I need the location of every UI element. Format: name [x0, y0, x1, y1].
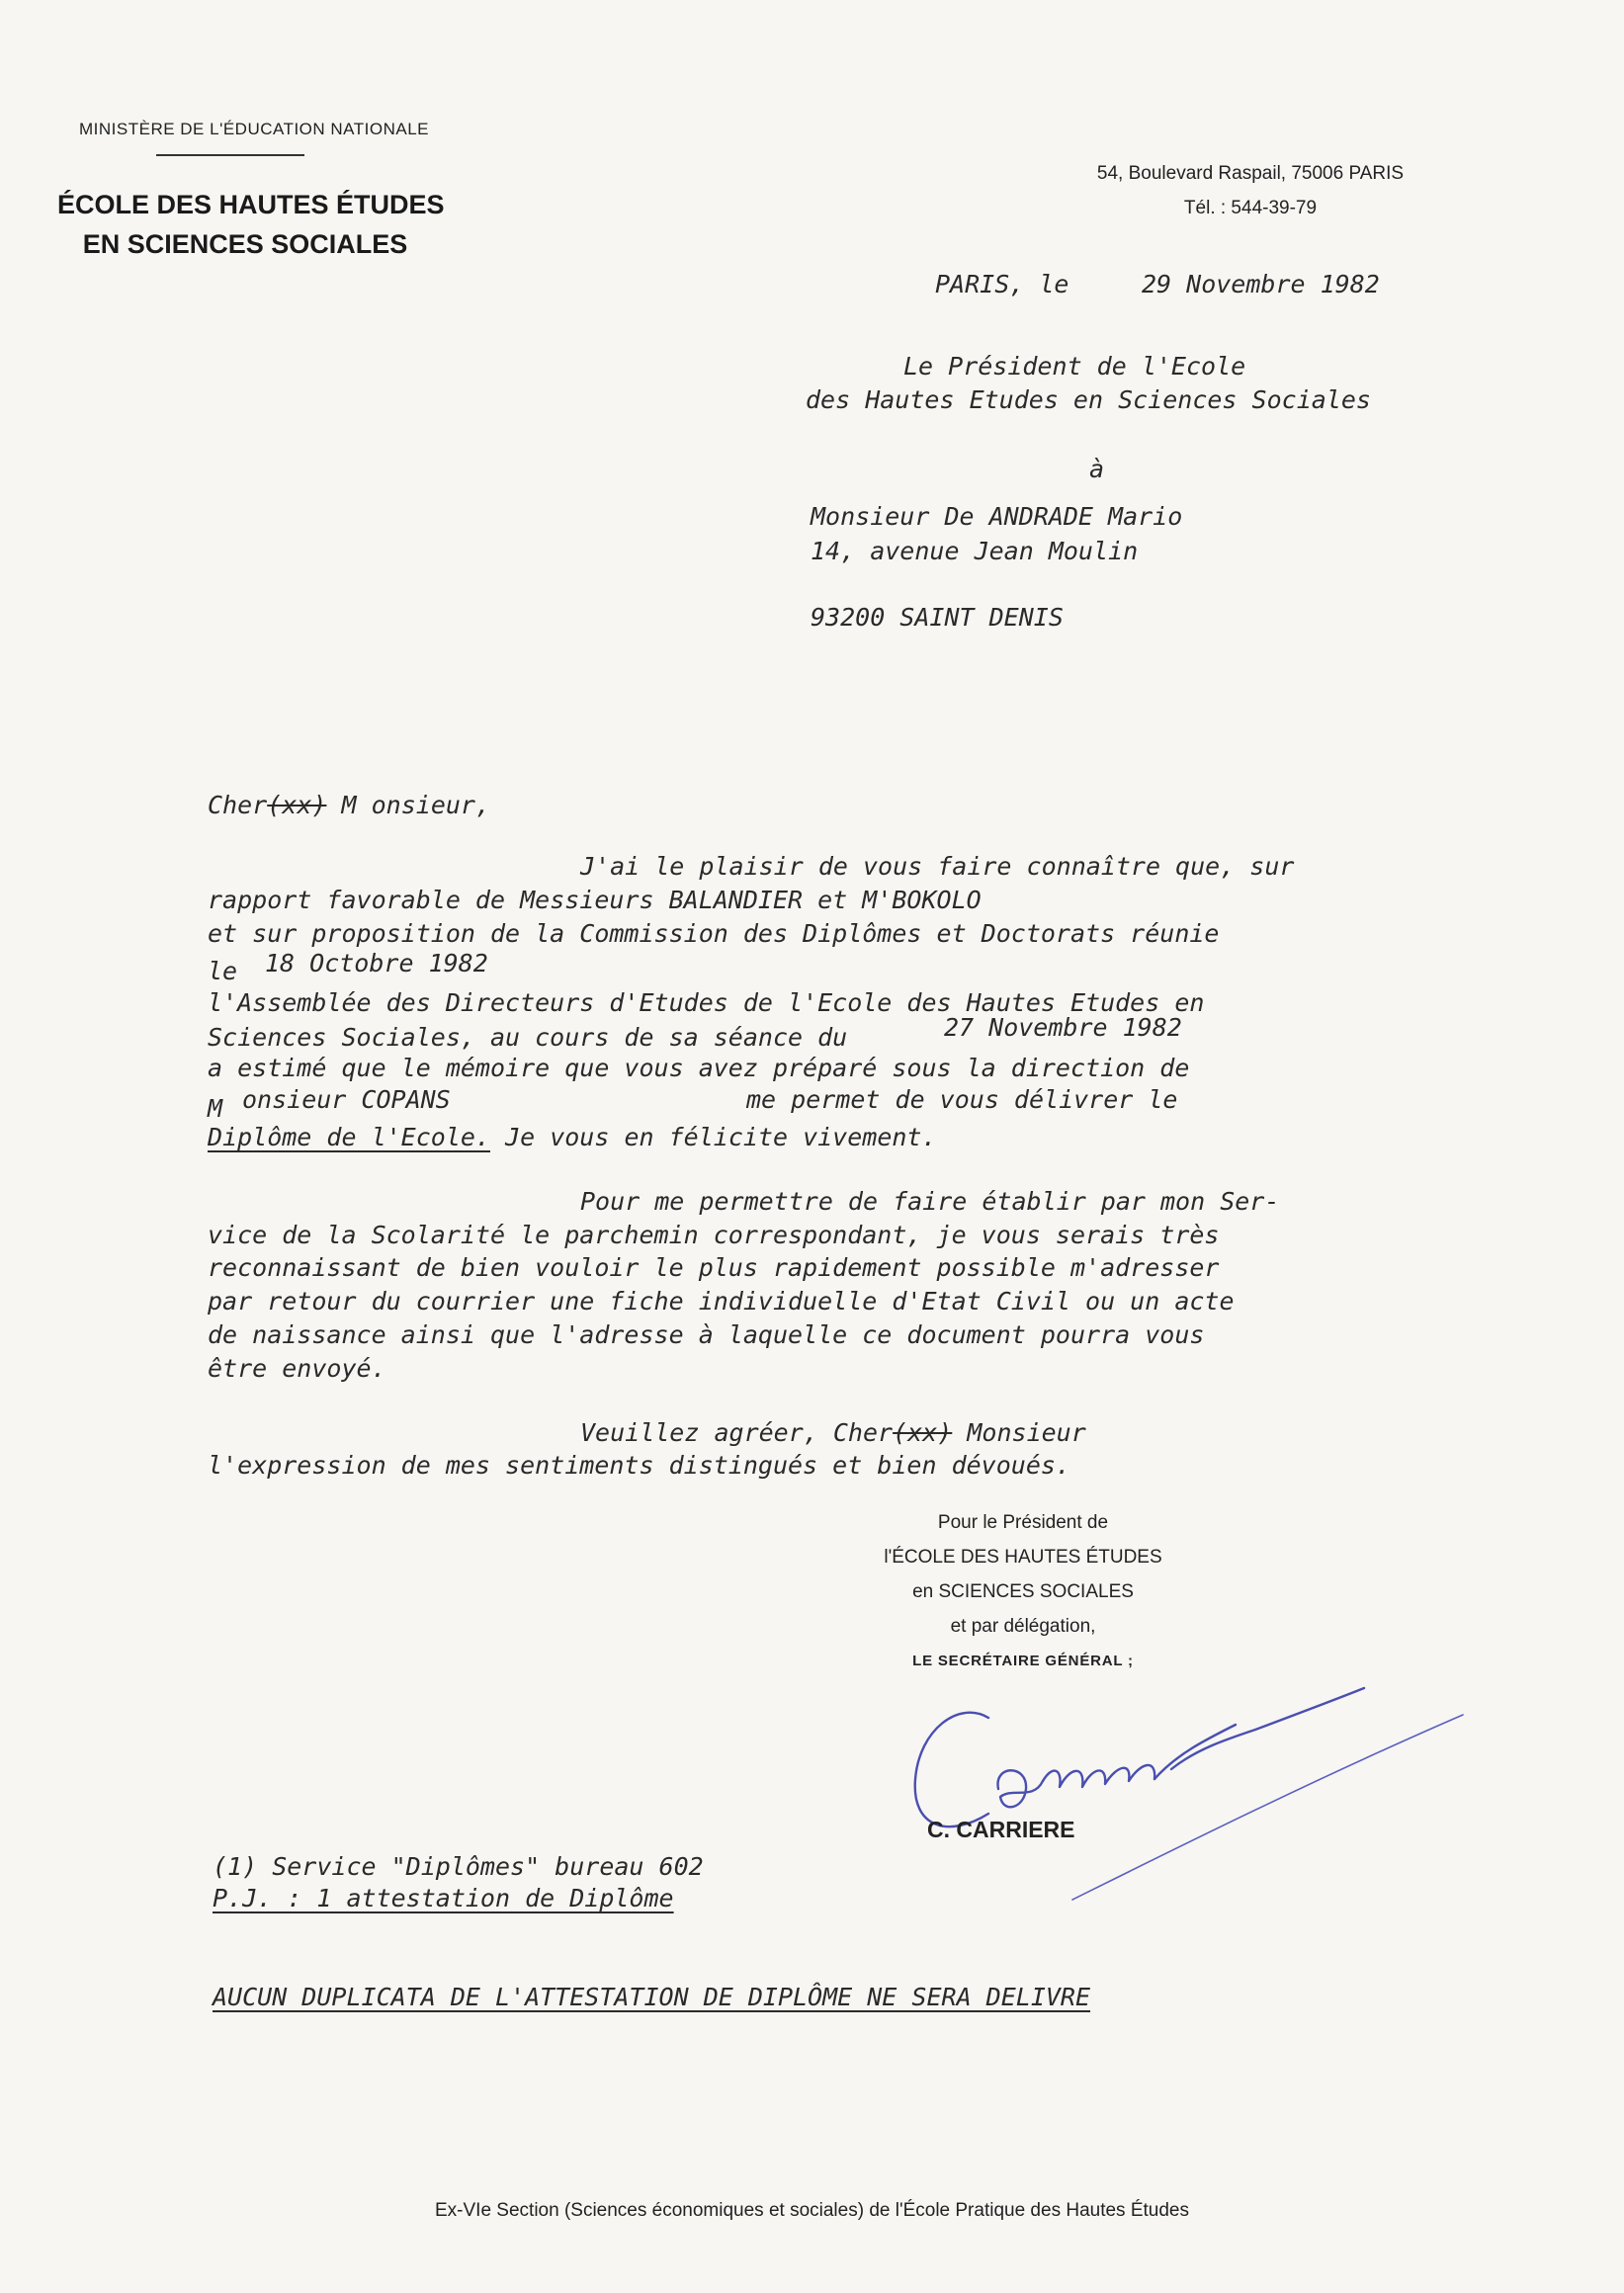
closing-fragment: Veuillez agréer, Cher [580, 1418, 894, 1447]
body-line: par retour du courrier une fiche individuelle d'Etat Civil ou un acte [208, 1287, 1235, 1316]
recipient-name: Monsieur De ANDRADE Mario [811, 502, 1183, 531]
closing-line [580, 1418, 1086, 1447]
school-name-line1: ÉCOLE DES HAUTES ÉTUDES [57, 190, 445, 219]
footer-note: Ex-VIe Section (Sciences économiques et sociales) de l'École Pratique des Hautes Études [435, 2200, 1189, 2221]
body-line: l'Assemblée des Directeurs d'Etudes de l'Ecole des Hautes Etudes en [208, 988, 1205, 1017]
handwritten-signature [899, 1670, 1493, 1927]
signature-title: LE SECRÉTAIRE GÉNÉRAL ; [912, 1653, 1134, 1669]
date-value: 29 Novembre 1982 [1142, 270, 1380, 298]
no-duplicate-warning [213, 1983, 1090, 2011]
closing-fragment: onsieur [982, 1418, 1086, 1447]
salutation-rest: onsieur, [371, 791, 491, 819]
body-line: reconnaissant de bien vouloir le plus rapidement possible m'adresser [208, 1253, 1220, 1282]
body-line: Sciences Sociales, au cours de sa séance du [208, 1023, 848, 1052]
date-place: PARIS, le [935, 270, 1069, 298]
closing-fragment: M [967, 1418, 983, 1447]
body-line: 27 Novembre 1982 [944, 1013, 1182, 1042]
salutation-cher: Cher [208, 791, 268, 819]
signature-block [850, 1505, 1196, 1678]
body-line: de naissance ainsi que l'adresse à laquelle ce document pourra vous [208, 1320, 1205, 1349]
sender-line2: des Hautes Etudes en Sciences Sociales [806, 385, 1371, 414]
signatory-name: C. CARRIERE [927, 1817, 1075, 1842]
sender-line1: Le Président de l'Ecole [903, 352, 1246, 381]
closing-struck: (xx) [893, 1418, 953, 1447]
body-line: a estimé que le mémoire que vous avez préparé sous la direction de [208, 1054, 1190, 1082]
body-line: onsieur COPANS [242, 1085, 451, 1114]
address-line: 54, Boulevard Raspail, 75006 PARIS [1096, 163, 1405, 184]
body-fragment: Je vous en félicite vivement. [505, 1123, 937, 1151]
salutation-struck: (xx) [267, 791, 327, 819]
attachment-text: P.J. : 1 attestation de Diplôme [213, 1884, 674, 1912]
body-line: M [208, 1094, 223, 1123]
body-line: 18 Octobre 1982 [265, 949, 488, 977]
signature-line: et par délégation, [950, 1616, 1096, 1637]
salutation-m: M [341, 791, 357, 819]
school-name [57, 185, 445, 264]
body-line: le [208, 957, 238, 985]
body-line [208, 1123, 937, 1151]
body-line: et sur proposition de la Commission des Diplômes et Doctorats réunie [208, 919, 1220, 948]
body-line [208, 886, 982, 914]
body-line: me permet de vous délivrer le [746, 1085, 1178, 1114]
warning-text: AUCUN DUPLICATA DE L'ATTESTATION DE DIPLÔME NE SERA DELIVRE [213, 1983, 1091, 2011]
body-line: J'ai le plaisir de vous faire connaître que, sur [580, 852, 1295, 881]
sender-to: à [1089, 455, 1105, 483]
school-name-line2: EN SCIENCES SOCIALES [82, 229, 408, 259]
recipient-street: 14, avenue Jean Moulin [811, 537, 1139, 565]
recipient-city: 93200 SAINT DENIS [811, 603, 1064, 632]
body-fragment: essieurs BALANDIER et M'BOKOLO [535, 886, 982, 914]
signature-line: en SCIENCES SOCIALES [912, 1581, 1134, 1602]
phone-line: Tél. : 544-39-79 [1183, 198, 1318, 218]
attachment-note [213, 1884, 674, 1912]
service-note: (1) Service "Diplômes" bureau 602 [213, 1852, 704, 1881]
signature-line: Pour le Président de [937, 1512, 1109, 1533]
body-fragment-underlined: Diplôme de l'Ecole. [208, 1123, 490, 1151]
school-address [1063, 156, 1438, 225]
closing-line: l'expression de mes sentiments distingués et bien dévoués. [208, 1451, 1070, 1480]
salutation [208, 791, 490, 819]
signature-line: l'ÉCOLE DES HAUTES ÉTUDES [884, 1547, 1162, 1568]
body-line: vice de la Scolarité le parchemin correspondant, je vous serais très [208, 1221, 1220, 1249]
header-divider [156, 154, 304, 156]
body-line: être envoyé. [208, 1354, 386, 1383]
ministry-header: MINISTÈRE DE L'ÉDUCATION NATIONALE [79, 120, 429, 138]
body-fragment: rapport favorable de M [208, 886, 536, 914]
body-line: Pour me permettre de faire établir par mon Ser- [580, 1187, 1280, 1216]
